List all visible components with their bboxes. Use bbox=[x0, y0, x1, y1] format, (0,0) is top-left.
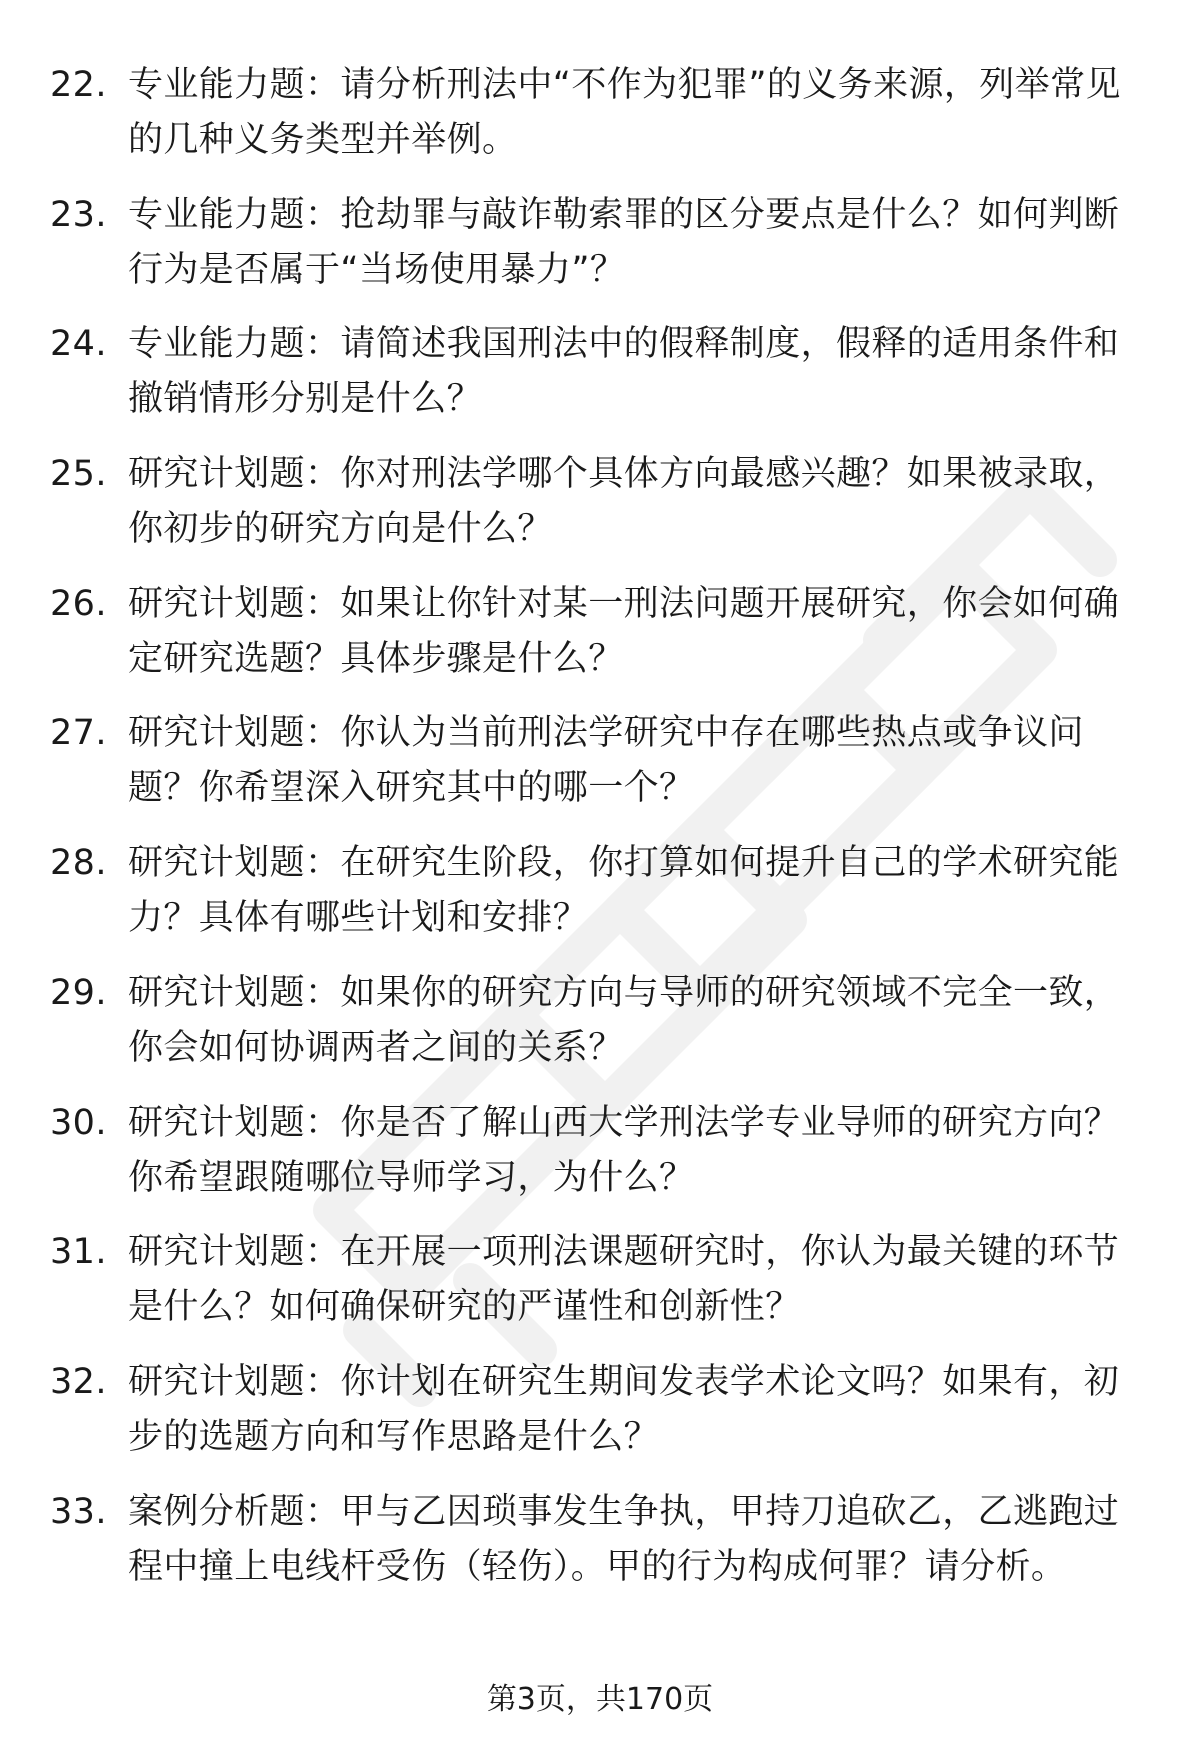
question-item bbox=[50, 188, 1140, 298]
question-number: 26. bbox=[50, 583, 107, 624]
question-number: 24. bbox=[50, 324, 107, 365]
question-text: 研究计划题：在开展一项刑法课题研究时，你认为最关键的环节是什么？如何确保研究的严谨性和创新性？ bbox=[128, 1232, 1120, 1328]
question-text: 专业能力题：请分析刑法中“不作为犯罪”的义务来源，列举常见的几种义务类型并举例。 bbox=[128, 65, 1121, 160]
question-text: 专业能力题：请简述我国刑法中的假释制度，假释的适用条件和撤销情形分别是什么？ bbox=[128, 324, 1120, 420]
question-number: 30. bbox=[50, 1102, 107, 1143]
question-number: 22. bbox=[50, 65, 107, 105]
question-text: 研究计划题：如果让你针对某一刑法问题开展研究，你会如何确定研究选题？具体步骤是什么？ bbox=[128, 583, 1120, 679]
question-number: 28. bbox=[50, 843, 107, 884]
question-item bbox=[50, 1485, 1140, 1595]
question-item bbox=[50, 317, 1140, 427]
question-number: 23. bbox=[50, 194, 107, 235]
question-number: 29. bbox=[50, 972, 107, 1013]
question-text: 研究计划题：你认为当前刑法学研究中存在哪些热点或争议问题？你希望深入研究其中的哪一个？ bbox=[128, 713, 1084, 809]
question-item bbox=[50, 966, 1140, 1076]
question-item bbox=[50, 1355, 1140, 1465]
question-number: 25. bbox=[50, 454, 107, 495]
question-number: 33. bbox=[50, 1491, 107, 1532]
question-item bbox=[50, 836, 1140, 946]
question-number: 32. bbox=[50, 1361, 107, 1402]
question-item bbox=[50, 58, 1140, 168]
question-item bbox=[50, 577, 1140, 687]
question-item bbox=[50, 447, 1140, 557]
question-text: 研究计划题：你是否了解山西大学刑法学专业导师的研究方向？你希望跟随哪位导师学习，为什么？ bbox=[128, 1102, 1120, 1198]
question-number: 31. bbox=[50, 1232, 107, 1273]
question-item bbox=[50, 1225, 1140, 1335]
question-list bbox=[50, 58, 1140, 1614]
page-number: 第3页，共170页 bbox=[486, 1682, 714, 1717]
question-item bbox=[50, 1096, 1140, 1206]
question-text: 研究计划题：你计划在研究生期间发表学术论文吗？如果有，初步的选题方向和写作思路是什么？ bbox=[128, 1361, 1120, 1457]
question-text: 研究计划题：在研究生阶段，你打算如何提升自己的学术研究能力？具体有哪些计划和安排？ bbox=[128, 843, 1120, 939]
question-item bbox=[50, 706, 1140, 816]
question-text: 研究计划题：如果你的研究方向与导师的研究领域不完全一致，你会如何协调两者之间的关系？ bbox=[128, 972, 1120, 1068]
question-number: 27. bbox=[50, 713, 107, 754]
question-text: 案例分析题：甲与乙因琐事发生争执，甲持刀追砍乙，乙逃跑过程中撞上电线杆受伤（轻伤）。甲的行为构成何罪？请分析。 bbox=[128, 1491, 1120, 1587]
question-text: 研究计划题：你对刑法学哪个具体方向最感兴趣？如果被录取，你初步的研究方向是什么？ bbox=[128, 454, 1120, 550]
question-text: 专业能力题：抢劫罪与敲诈勒索罪的区分要点是什么？如何判断行为是否属于“当场使用暴力”？ bbox=[128, 194, 1120, 290]
